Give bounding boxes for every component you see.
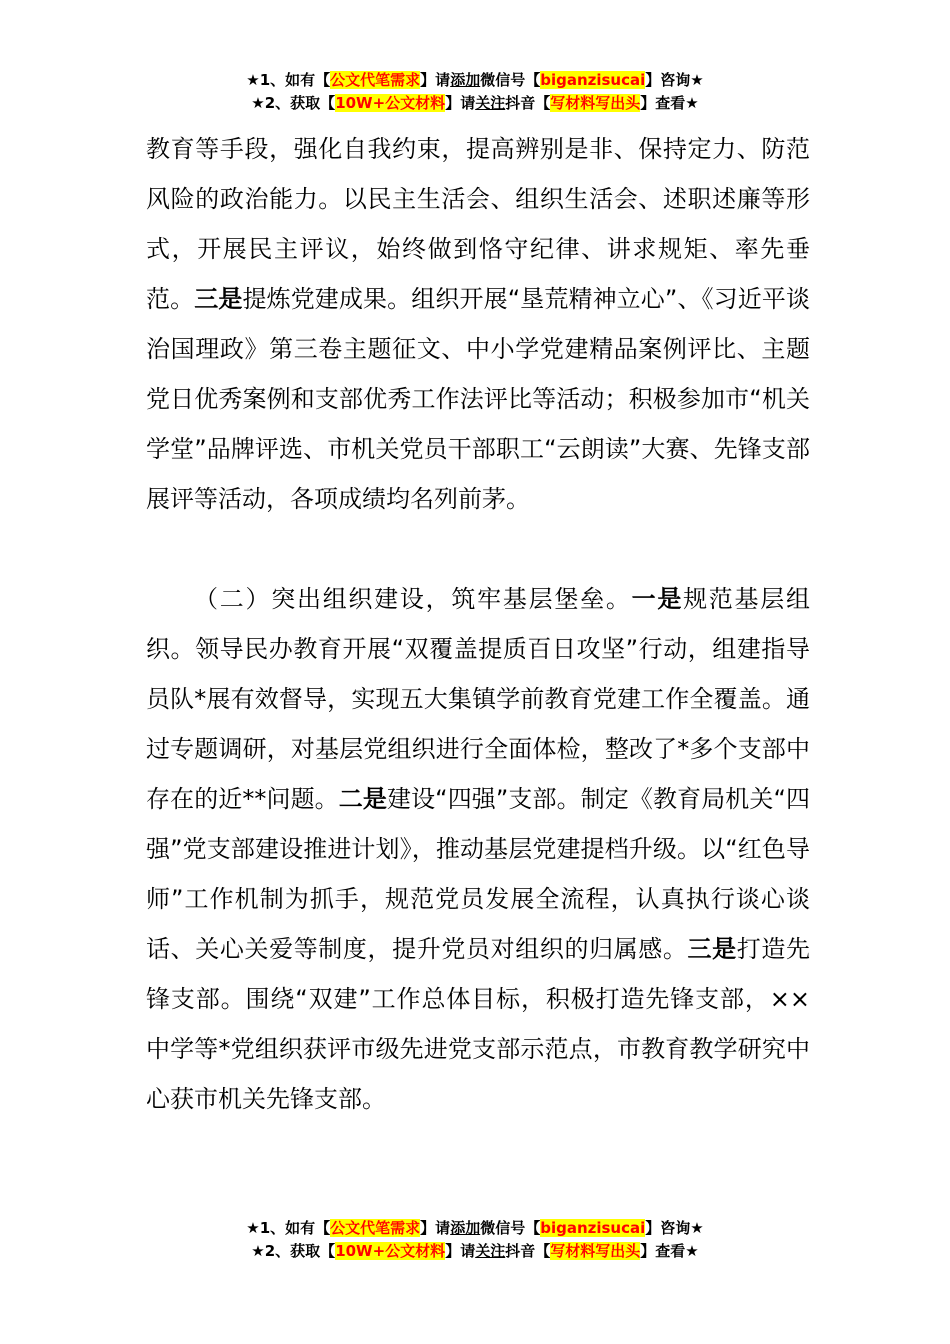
body-text: 提炼党建成果。组织开展“垦荒精神立心”、《习近平谈治国理政》第三卷主题征文、中小学党建精品案例评比、主题党日优秀案例和支部优秀工作法评比等活动；积极参加市“机关学堂”品牌评选、市机关党员干部职工“云朗读”大赛、先锋支部展评等活动，各项成绩均名列前茅。 [146, 285, 811, 513]
header-banner [0, 69, 950, 115]
paragraph-1 [146, 124, 810, 524]
banner-highlight: 公文代笔需求 [330, 71, 421, 89]
banner-text: 】查看★ [640, 94, 699, 112]
bold-lead: 二是 [338, 785, 387, 813]
bold-lead: 一是 [631, 585, 684, 613]
banner-text: 】请 [445, 94, 476, 112]
banner-text: ★1、如有【 [246, 71, 331, 89]
banner-highlight: biganzisucai [540, 1219, 646, 1237]
footer-banner [0, 1217, 950, 1263]
banner-underline: 关注 [475, 94, 506, 112]
banner-line-1 [0, 69, 950, 92]
banner-text: 】咨询★ [645, 71, 704, 89]
banner-text: 】咨询★ [645, 1219, 704, 1237]
banner-highlight: 10W+公文材料 [335, 1242, 446, 1260]
banner-text: 】查看★ [640, 1242, 699, 1260]
banner-text: 抖音【 [505, 94, 551, 112]
banner-text: 微信号【 [480, 71, 541, 89]
banner-text: 】请 [445, 1242, 476, 1260]
banner-text: ★2、获取【 [251, 1242, 336, 1260]
banner-text: 】请 [420, 1219, 451, 1237]
banner-text: 抖音【 [505, 1242, 551, 1260]
banner-highlight: biganzisucai [540, 71, 646, 89]
bold-lead: 三是 [194, 285, 243, 313]
body-text: 教育等手段，强化自我约束，提高辨别是非、保持定力、防范风险的政治能力。以民主生活会、组织生活会、述职述廉等形式，开展民主评议，始终做到恪守纪律、讲求规矩、率先垂范。 [146, 135, 810, 313]
banner-highlight: 写材料写出头 [550, 1242, 641, 1260]
body-text: 打造先锋支部。围绕“双建”工作总体目标，积极打造先锋支部，××中学等*党组织获评市级先进党支部示范点，市教育教学研究中心获市机关先锋支部。 [146, 935, 811, 1113]
document-body [146, 124, 810, 1124]
section-heading: （二）突出组织建设，筑牢基层堡垒。 [194, 585, 632, 613]
banner-line-1 [0, 1217, 950, 1240]
banner-highlight: 公文代笔需求 [330, 1219, 421, 1237]
banner-highlight: 10W+公文材料 [335, 94, 446, 112]
banner-underline: 添加 [450, 71, 481, 89]
banner-underline: 添加 [450, 1219, 481, 1237]
body-text: 规范基层组织。领导民办教育开展“双覆盖提质百日攻坚”行动，组建指导员队*展有效督导，实现五大集镇学前教育党建工作全覆盖。通过专题调研，对基层党组织进行全面体检，整改了*多个支部中存在的近**问题。 [146, 585, 811, 813]
paragraph-2 [146, 574, 810, 1124]
banner-text: 微信号【 [480, 1219, 541, 1237]
body-text: 建设“四强”支部。制定《教育局机关“四强”党支部建设推进计划》，推动基层党建提档升级。以“红色导师”工作机制为抓手，规范党员发展全流程，认真执行谈心谈话、关心关爱等制度，提升党员对组织的归属感。 [146, 785, 811, 963]
banner-line-2 [0, 1240, 950, 1263]
banner-text: ★1、如有【 [246, 1219, 331, 1237]
banner-text: ★2、获取【 [251, 94, 336, 112]
banner-highlight: 写材料写出头 [550, 94, 641, 112]
banner-line-2 [0, 92, 950, 115]
banner-underline: 关注 [475, 1242, 506, 1260]
banner-text: 】请 [420, 71, 451, 89]
bold-lead: 三是 [687, 935, 737, 963]
